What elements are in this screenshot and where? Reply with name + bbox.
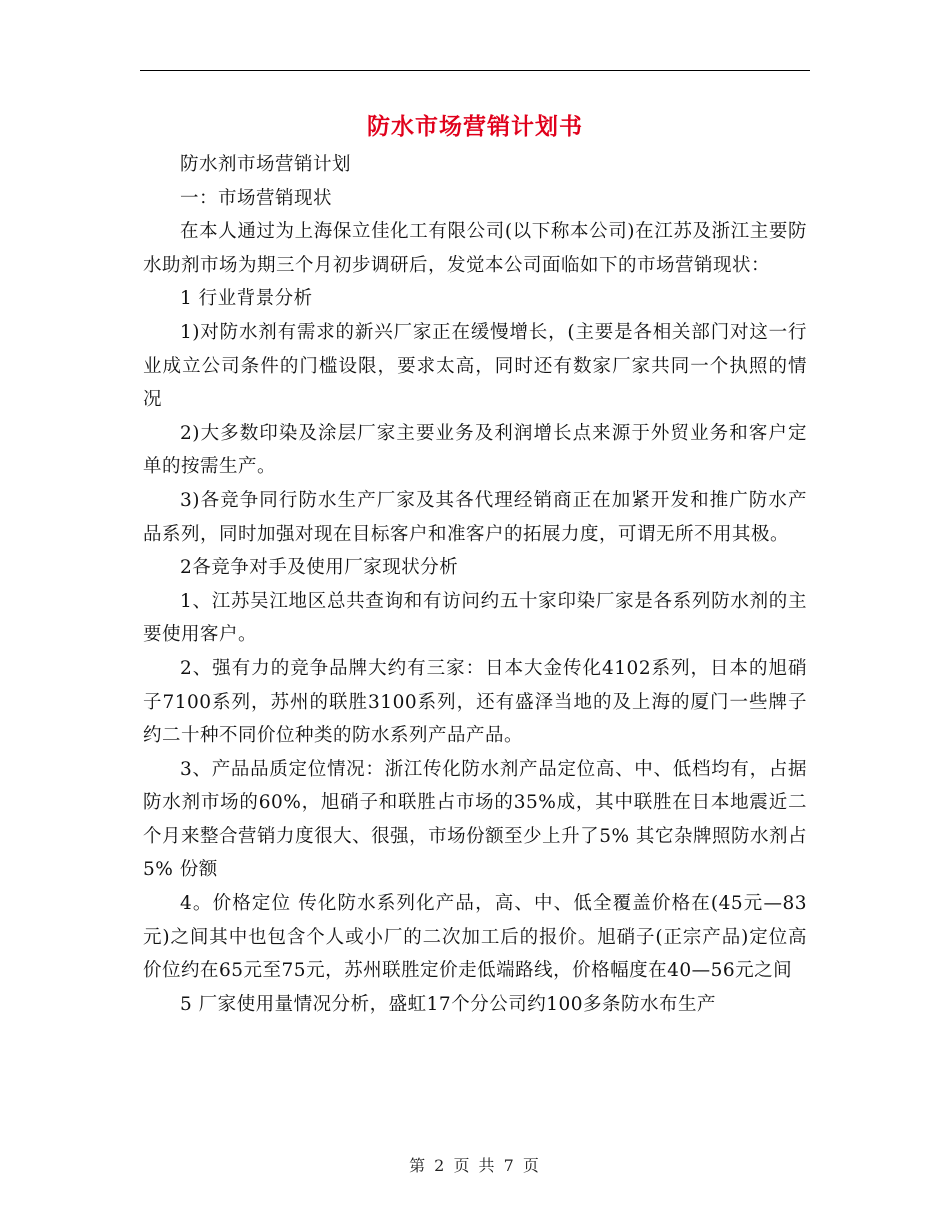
page-number-footer: 第 2 页 共 7 页 (409, 1156, 541, 1175)
paragraph: 1、江苏吴江地区总共查询和有访问约五十家印染厂家是各系列防水剂的主要使用客户。 (143, 590, 807, 646)
paragraph: 3)各竞争同行防水生产厂家及其各代理经销商正在加紧开发和推广防水产品系列，同时加强对现在目标客户和准客户的拓展力度，可谓无所不用其极。 (143, 489, 807, 545)
paragraph: 4。价格定位 传化防水系列化产品，高、中、低全覆盖价格在(45元—83元)之间其中也包含个人或小厂的二次加工后的报价。旭硝子(正宗产品)定位高价位约在65元至75元，苏州联胜定价走低端路线，价格幅度在40—56元之间 (143, 893, 807, 982)
subsection-heading: 1 行业背景分析 (180, 288, 313, 310)
subsection-heading: 2各竞争对手及使用厂家现状分析 (180, 557, 459, 579)
paragraph: 防水剂市场营销计划 (180, 154, 352, 175)
document-body (143, 148, 807, 1021)
paragraph: 3、产品品质定位情况：浙江传化防水剂产品定位高、中、低档均有，占据防水剂市场的60%，旭硝子和联胜占市场的35%成，其中联胜在日本地震近二个月来整合营销力度很大、很强，市场份额至少上升了5% 其它杂牌照防水剂占 5% 份额 (143, 758, 807, 881)
paragraph: 1)对防水剂有需求的新兴厂家正在缓慢增长，(主要是各相关部门对这一行业成立公司条件的门槛设限，要求太高，同时还有数家厂家共同一个执照的情况 (143, 321, 807, 411)
document-title: 防水市场营销计划书 (367, 113, 583, 140)
paragraph: 2、强有力的竞争品牌大约有三家：日本大金传化4102系列，日本的旭硝子7100系列，苏州的联胜3100系列，还有盛泽当地的及上海的厦门一些牌子约二十种不同价位种类的防水系列产品产品。 (143, 657, 807, 747)
section-heading: 一：市场营销现状 (180, 187, 333, 209)
paragraph: 在本人通过为上海保立佳化工有限公司(以下称本公司)在江苏及浙江主要防水助剂市场为期三个月初步调研后，发觉本公司面临如下的市场营销现状： (143, 221, 807, 276)
header-rule (140, 70, 810, 71)
paragraph: 5 厂家使用量情况分析，盛虹17个分公司约100多条防水布生产 (180, 993, 717, 1015)
paragraph: 2)大多数印染及涂层厂家主要业务及利润增长点来源于外贸业务和客户定单的按需生产。 (143, 422, 807, 478)
